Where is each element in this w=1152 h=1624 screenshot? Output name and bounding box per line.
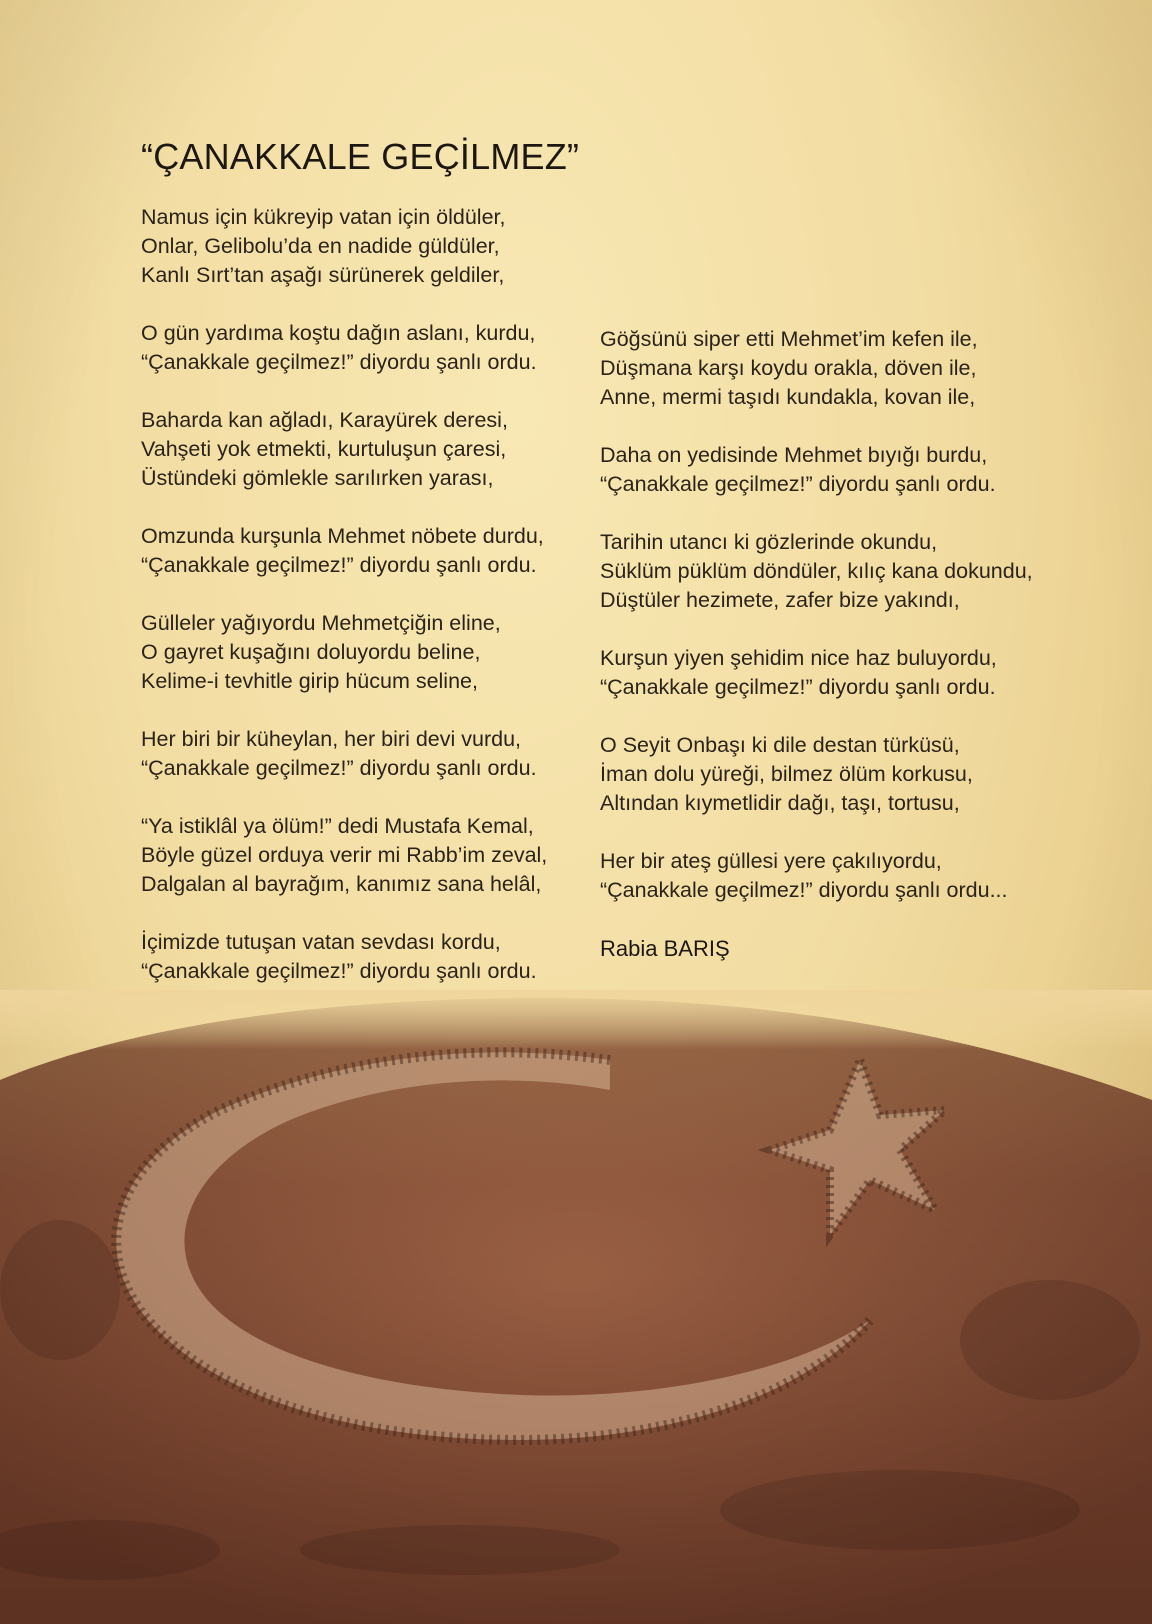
stanza bbox=[141, 203, 611, 290]
poem-left-column bbox=[141, 203, 611, 1015]
stanza bbox=[141, 609, 611, 696]
verse-line: Göğsünü siper etti Mehmet’im kefen ile, bbox=[600, 327, 978, 351]
verse-line: “Çanakkale geçilmez!” diyordu şanlı ordu. bbox=[141, 553, 537, 577]
stanza bbox=[600, 847, 1070, 905]
stanza bbox=[141, 406, 611, 493]
stanza bbox=[600, 731, 1070, 818]
stanza bbox=[141, 522, 611, 580]
verse-line: Düştüler hezimete, zafer bize yakındı, bbox=[600, 588, 960, 612]
verse-line: Kurşun yiyen şehidim nice haz buluyordu, bbox=[600, 646, 997, 670]
verse-line: Onlar, Gelibolu’da en nadide güldüler, bbox=[141, 234, 500, 258]
verse-line: “Çanakkale geçilmez!” diyordu şanlı ordu. bbox=[600, 675, 996, 699]
poem-right-column bbox=[600, 325, 1070, 963]
verse-line: Baharda kan ağladı, Karayürek deresi, bbox=[141, 408, 508, 432]
stanza bbox=[600, 644, 1070, 702]
verse-line: “Çanakkale geçilmez!” diyordu şanlı ordu. bbox=[141, 959, 537, 983]
poem-title: “ÇANAKKALE GEÇİLMEZ” bbox=[141, 136, 580, 177]
verse-line: Daha on yedisinde Mehmet bıyığı burdu, bbox=[600, 443, 988, 467]
stanza bbox=[141, 725, 611, 783]
stanza bbox=[141, 319, 611, 377]
stanza bbox=[600, 441, 1070, 499]
verse-line: “Çanakkale geçilmez!” diyordu şanlı ordu... bbox=[600, 878, 1008, 902]
verse-line: Her bir ateş güllesi yere çakılıyordu, bbox=[600, 849, 942, 873]
verse-line: Düşmana karşı koydu orakla, döven ile, bbox=[600, 356, 977, 380]
verse-line: Kelime-i tevhitle girip hücum seline, bbox=[141, 669, 478, 693]
stanza bbox=[600, 325, 1070, 412]
verse-line: İçimizde tutuşan vatan sevdası kordu, bbox=[141, 930, 501, 954]
verse-line: “Çanakkale geçilmez!” diyordu şanlı ordu. bbox=[600, 472, 996, 496]
verse-line: Omzunda kurşunla Mehmet nöbete durdu, bbox=[141, 524, 544, 548]
verse-line: O gayret kuşağını doluyordu beline, bbox=[141, 640, 481, 664]
verse-line: “Çanakkale geçilmez!” diyordu şanlı ordu. bbox=[141, 350, 537, 374]
poem-author: Rabia BARIŞ bbox=[600, 936, 730, 961]
verse-line: O gün yardıma koştu dağın aslanı, kurdu, bbox=[141, 321, 536, 345]
verse-line: Süklüm püklüm döndüler, kılıç kana dokundu, bbox=[600, 559, 1033, 583]
verse-line: Tarihin utancı ki gözlerinde okundu, bbox=[600, 530, 938, 554]
stanza bbox=[141, 928, 611, 986]
verse-line: O Seyit Onbaşı ki dile destan türküsü, bbox=[600, 733, 960, 757]
stanza bbox=[141, 812, 611, 899]
soldiers-crescent-hill-photo bbox=[0, 990, 1152, 1624]
verse-line: Namus için kükreyip vatan için öldüler, bbox=[141, 205, 506, 229]
verse-line: Kanlı Sırt’tan aşağı sürünerek geldiler, bbox=[141, 263, 505, 287]
verse-line: Üstündeki gömlekle sarılırken yarası, bbox=[141, 466, 494, 490]
verse-line: Her biri bir küheylan, her biri devi vurdu, bbox=[141, 727, 521, 751]
verse-line: Gülleler yağıyordu Mehmetçiğin eline, bbox=[141, 611, 501, 635]
verse-line: Dalgalan al bayrağım, kanımız sana helâl, bbox=[141, 872, 542, 896]
verse-line: Altından kıymetlidir dağı, taşı, tortusu, bbox=[600, 791, 960, 815]
verse-line: Böyle güzel orduya verir mi Rabb’im zeval, bbox=[141, 843, 548, 867]
verse-line: İman dolu yüreği, bilmez ölüm korkusu, bbox=[600, 762, 973, 786]
verse-line: Anne, mermi taşıdı kundakla, kovan ile, bbox=[600, 385, 976, 409]
verse-line: Vahşeti yok etmekti, kurtuluşun çaresi, bbox=[141, 437, 507, 461]
stanza bbox=[600, 528, 1070, 615]
verse-line: “Ya istiklâl ya ölüm!” dedi Mustafa Kemal, bbox=[141, 814, 534, 838]
verse-line: “Çanakkale geçilmez!” diyordu şanlı ordu. bbox=[141, 756, 537, 780]
